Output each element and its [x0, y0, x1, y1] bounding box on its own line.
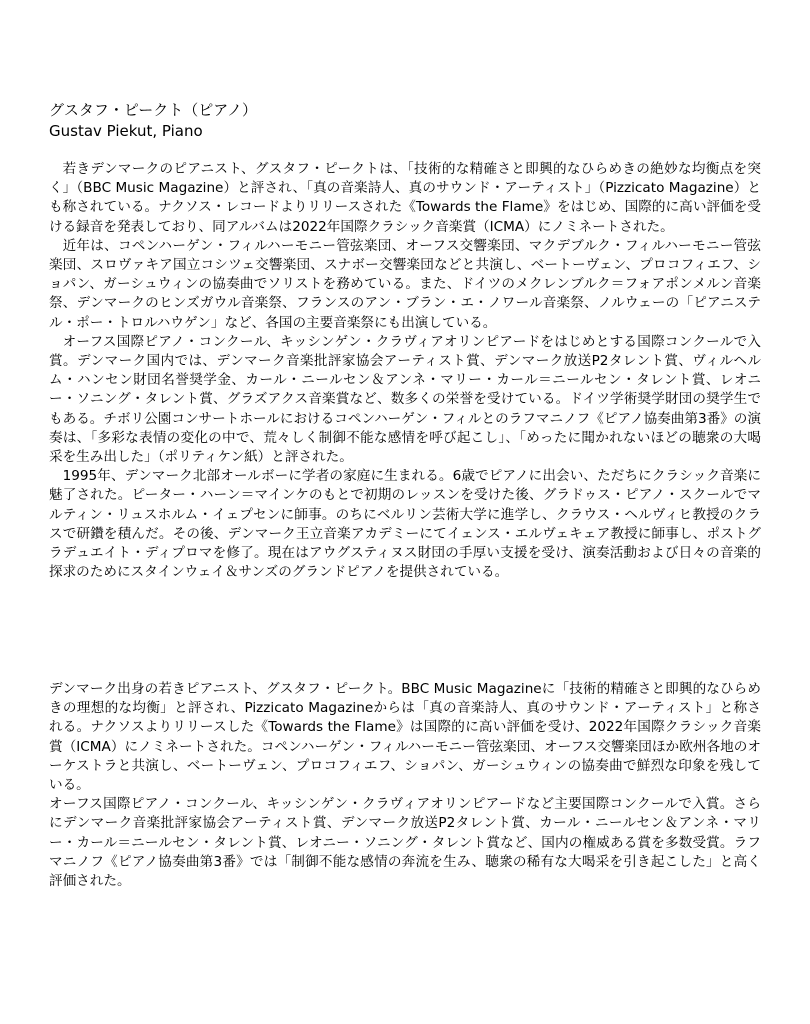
short-bio-paragraph-1: デンマーク出身の若きピアニスト、グスタフ・ピークト。BBC Music Magazineに「技術的精確さと即興的なひらめきの理想的な均衡」と評され、Pizzicato Magazineからは「真の音楽詩人、真のサウンド・アーティスト」と称される。ナクソスよりリリースした《Towards the Flame》は国際的に高い評価を受け、2022年国際クラシック音楽賞（ICMA）にノミネートされた。コペンハーゲン・フィルハーモニー管弦楽団、オーフス交響楽団ほか欧州各地のオーケストラと共演し、ベートーヴェン、プロコフィエフ、ショパン、ガーシュウィンの協奏曲で鮮烈な印象を残している。 [49, 681, 761, 794]
title-english: Gustav Piekut, Piano [49, 122, 203, 140]
title-japanese: グスタフ・ピークト（ピアノ） [49, 101, 258, 119]
short-bio-paragraph-2: オーフス国際ピアノ・コンクール、キッシンゲン・クラヴィアオリンピアードなど主要国際コンクールで入賞。さらにデンマーク音楽批評家協会アーティスト賞、デンマーク放送P2タレント賞、カール・ニールセン＆アンネ・マリー・カール＝ニールセン・タレント賞、レオニー・ソニング・タレント賞など、国内の権威ある賞を多数受賞。ラフマニノフ《ピアノ協奏曲第3番》では「制御不能な感情の奔流を生み、聴衆の稀有な大喝采を引き起こした」と高く評価された。 [49, 796, 761, 890]
long-bio-paragraph-2: 近年は、コペンハーゲン・フィルハーモニー管弦楽団、オーフス交響楽団、マクデブルク・フィルハーモニー管弦楽団、スロヴァキア国立コシツェ交響楽団、スナボー交響楽団などと共演し、ベートーヴェン、プロコフィエフ、ショパン、ガーシュウィンの協奏曲でソリストを務めている。また、ドイツのメクレンブルク＝フォアポンメルン音楽祭、デンマークのヒンズガウル音楽祭、フランスのアン・ブラン・エ・ノワール音楽祭、ノルウェーの「ピアニステル・ポー・トロルハウゲン」など、各国の主要音楽祭にも出演している。 [49, 237, 761, 331]
long-biography [49, 160, 761, 582]
long-bio-paragraph-4: 1995年、デンマーク北部オールボーに学者の家庭に生まれる。6歳でピアノに出会い、ただちにクラシック音楽に魅了された。ピーター・ハーン＝マインケのもとで初期のレッスンを受けた後、グラドゥス・ピアノ・スクールでマルティン・リュスホルム・イェプセンに師事。のちにベルリン芸術大学に進学し、クラウス・ヘルヴィヒ教授のクラスで研鑽を積んだ。その後、デンマーク王立音楽アカデミーにてイェンス・エルヴェキェア教授に師事し、ポストグラデュエイト・ディプロマを修了。現在はアウグスティヌス財団の手厚い支援を受け、演奏活動および日々の音楽的探求のためにスタインウェイ＆サンズのグランドピアノを提供されている。 [49, 468, 761, 581]
long-bio-paragraph-3: オーフス国際ピアノ・コンクール、キッシンゲン・クラヴィアオリンピアードをはじめとする国際コンクールで入賞。デンマーク国内では、デンマーク音楽批評家協会アーティスト賞、デンマーク放送P2タレント賞、ヴィルヘルム・ハンセン財団名誉奨学金、カール・ニールセン＆アンネ・マリー・カール＝ニールセン・タレント賞、レオニー・ソニング・タレント賞、グラズアクス音楽賞など、数多くの栄誉を受けている。ドイツ学術奨学財団の奨学生でもある。チボリ公園コンサートホールにおけるコペンハーゲン・フィルとのラフマニノフ《ピアノ協奏曲第3番》の演奏は、「多彩な表情の変化の中で、荒々しく制御不能な感情を呼び起こし」、「めったに聞かれないほどの聴衆の大喝采を生み出した」（ポリティケン紙）と評された。 [49, 333, 761, 466]
title-block [49, 100, 749, 142]
short-biography [49, 680, 761, 891]
long-bio-paragraph-1: 若きデンマークのピアニスト、グスタフ・ピークトは、「技術的な精確さと即興的なひらめきの絶妙な均衡点を突く」（BBC Music Magazine）と評され、「真の音楽詩人、真のサウンド・アーティスト」（Pizzicato Magazine）とも称されている。ナクソス・レコードよりリリースされた《Towards the Flame》をはじめ、国際的に高い評価を受ける録音を発表しており、同アルバムは2022年国際クラシック音楽賞（ICMA）にノミネートされた。 [49, 161, 761, 235]
